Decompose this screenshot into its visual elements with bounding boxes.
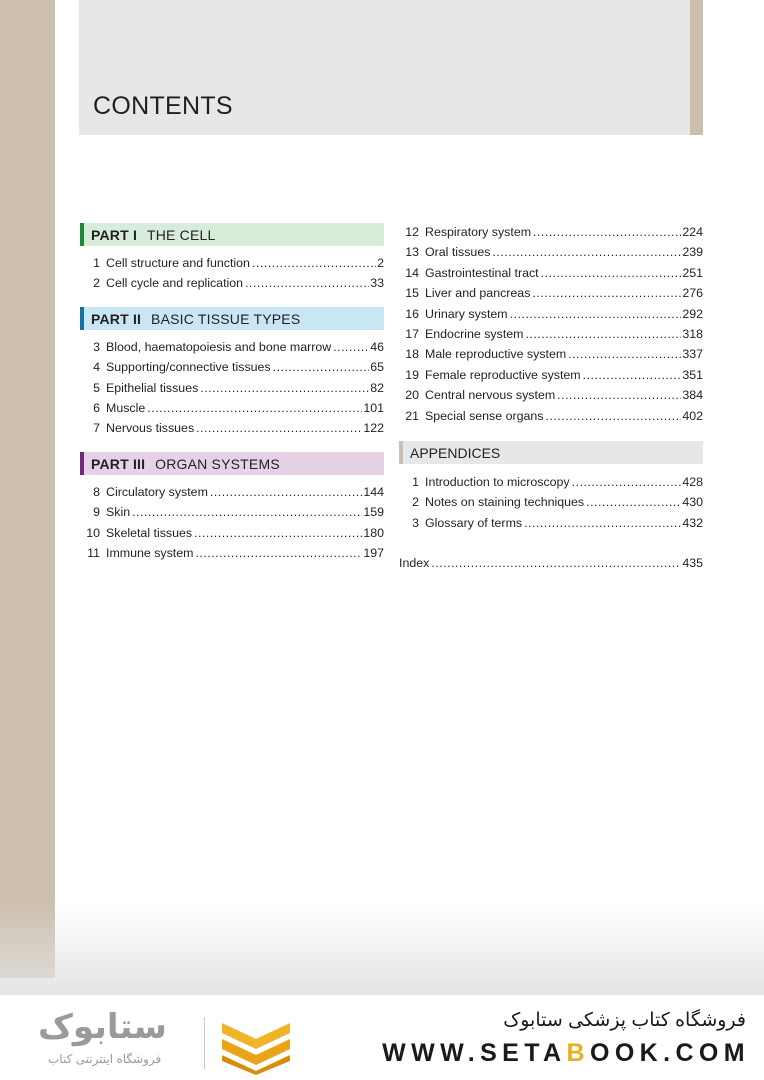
dot-leader bbox=[541, 266, 682, 280]
chapter-number: 8 bbox=[93, 484, 100, 499]
appendix-title: Glossary of terms bbox=[425, 515, 523, 530]
chapter-title: Female reproductive system bbox=[425, 367, 581, 382]
page-number: 432 bbox=[682, 515, 703, 530]
chapter-title: Circulatory system bbox=[106, 484, 208, 499]
toc-entry[interactable] bbox=[80, 526, 384, 546]
page-number: 292 bbox=[682, 306, 703, 321]
chapter-number: 12 bbox=[405, 225, 419, 239]
appendix-number: 1 bbox=[412, 474, 419, 489]
chapter-title: Oral tissues bbox=[425, 245, 491, 260]
dot-leader bbox=[583, 368, 682, 382]
toc-entry[interactable] bbox=[80, 256, 384, 276]
toc-entry[interactable] bbox=[80, 505, 384, 525]
dot-leader bbox=[533, 225, 681, 239]
toc-entry[interactable] bbox=[399, 409, 703, 429]
url-part: OOK.COM bbox=[589, 1039, 750, 1067]
appendix-number: 3 bbox=[412, 515, 419, 530]
dot-leader bbox=[245, 276, 369, 290]
part-header-basic-tissue-types bbox=[80, 307, 384, 330]
page-number: 2 bbox=[377, 256, 384, 270]
index-entry[interactable] bbox=[399, 556, 703, 576]
toc-right-column bbox=[399, 225, 703, 576]
chapter-number: 5 bbox=[93, 380, 100, 395]
appendix-entry[interactable] bbox=[399, 475, 703, 495]
chapter-title: Special sense organs bbox=[425, 408, 544, 423]
part-accent-bar bbox=[80, 452, 84, 475]
dot-leader bbox=[273, 360, 370, 374]
chapter-title: Respiratory system bbox=[425, 225, 532, 239]
page-number: 144 bbox=[363, 484, 384, 499]
chapter-title: Gastrointestinal tract bbox=[425, 265, 539, 280]
page-number: 435 bbox=[682, 556, 703, 571]
page-number: 318 bbox=[682, 326, 703, 341]
appendix-number: 2 bbox=[412, 495, 419, 510]
dot-leader bbox=[525, 327, 681, 341]
appendix-title: Introduction to microscopy bbox=[425, 474, 570, 489]
appendices-accent-bar bbox=[399, 441, 403, 464]
dot-leader bbox=[545, 409, 681, 423]
toc-entry[interactable] bbox=[399, 266, 703, 286]
appendix-entry[interactable] bbox=[399, 516, 703, 536]
page-number: 101 bbox=[363, 400, 384, 415]
page-number: 46 bbox=[370, 339, 384, 354]
page-number: 180 bbox=[363, 525, 384, 540]
store-logo-subtitle: فروشگاه اینترنتی کتاب bbox=[48, 1052, 162, 1066]
part-title: THE CELL bbox=[146, 227, 216, 243]
chapter-number: 15 bbox=[405, 286, 419, 301]
chapter-title: Cell cycle and replication bbox=[106, 276, 244, 291]
chapter-number: 6 bbox=[93, 400, 100, 415]
chapter-number: 18 bbox=[405, 347, 419, 362]
dot-leader bbox=[524, 516, 681, 530]
chapter-title: Skin bbox=[106, 505, 131, 520]
page-title: CONTENTS bbox=[93, 92, 233, 120]
part-header-cell bbox=[80, 223, 384, 246]
dot-leader bbox=[195, 546, 362, 560]
chapter-number: 3 bbox=[93, 339, 100, 354]
part-accent-bar bbox=[80, 223, 84, 246]
part-number: PART III bbox=[91, 455, 146, 472]
chapter-title: Central nervous system bbox=[425, 388, 556, 403]
part-title: BASIC TISSUE TYPES bbox=[151, 310, 301, 327]
chapter-list bbox=[80, 340, 384, 442]
chapter-list bbox=[80, 485, 384, 567]
appendix-entry[interactable] bbox=[399, 495, 703, 515]
chapter-number: 17 bbox=[405, 326, 419, 341]
chapter-number: 7 bbox=[93, 421, 100, 436]
chapter-title: Skeletal tissues bbox=[106, 525, 193, 540]
part-number: PART I bbox=[91, 227, 138, 243]
appendices-header bbox=[399, 441, 703, 464]
chapter-number: 13 bbox=[405, 245, 419, 260]
dot-leader bbox=[532, 286, 681, 300]
page-number: 159 bbox=[363, 505, 384, 520]
index-list bbox=[399, 556, 703, 576]
part-number: PART II bbox=[91, 310, 142, 327]
chapter-list bbox=[399, 225, 703, 429]
dot-leader bbox=[333, 340, 369, 354]
dot-leader bbox=[586, 495, 681, 509]
toc-entry[interactable] bbox=[399, 327, 703, 347]
url-part: WWW.SETA bbox=[382, 1039, 567, 1067]
dot-leader bbox=[557, 388, 681, 402]
store-name: فروشگاه کتاب پزشکی ستابوک bbox=[503, 1010, 746, 1031]
dot-leader bbox=[210, 485, 362, 499]
chapter-number: 9 bbox=[93, 505, 100, 520]
part-header-organ-systems bbox=[80, 452, 384, 475]
dot-leader bbox=[431, 556, 681, 570]
chapter-title: Supporting/connective tissues bbox=[106, 360, 271, 375]
part-title: ORGAN SYSTEMS bbox=[155, 455, 280, 472]
chapter-number: 16 bbox=[405, 306, 419, 321]
page-number: 122 bbox=[363, 421, 384, 436]
appendices-title: APPENDICES bbox=[410, 444, 501, 461]
chapter-title: Muscle bbox=[106, 400, 146, 415]
chapter-number: 1 bbox=[93, 256, 100, 270]
book-stack-icon bbox=[218, 1017, 294, 1075]
chapter-number: 14 bbox=[405, 265, 419, 280]
header-accent-strip bbox=[690, 0, 703, 135]
chapter-list bbox=[80, 256, 384, 297]
store-logo: ستابوک bbox=[38, 1008, 167, 1046]
chapter-number: 21 bbox=[405, 408, 419, 423]
chapter-title: Cell structure and function bbox=[106, 256, 250, 270]
toc-entry[interactable] bbox=[80, 360, 384, 380]
chapter-number: 4 bbox=[93, 360, 100, 375]
dot-leader bbox=[200, 381, 369, 395]
toc-entry[interactable] bbox=[399, 388, 703, 408]
chapter-number: 2 bbox=[93, 276, 100, 291]
footer-banner bbox=[0, 995, 764, 1080]
dot-leader bbox=[132, 505, 362, 519]
page-number: 402 bbox=[682, 408, 703, 423]
chapter-title: Urinary system bbox=[425, 306, 508, 321]
chapter-title: Immune system bbox=[106, 545, 194, 560]
appendix-list bbox=[399, 475, 703, 536]
toc-entry[interactable] bbox=[399, 225, 703, 245]
page-number: 82 bbox=[370, 380, 384, 395]
toc-entry[interactable] bbox=[80, 421, 384, 441]
dot-leader bbox=[568, 347, 681, 361]
toc-entry[interactable] bbox=[399, 286, 703, 306]
page-number: 65 bbox=[370, 360, 384, 375]
page-number: 33 bbox=[370, 276, 384, 291]
store-url[interactable] bbox=[382, 1039, 750, 1068]
dot-leader bbox=[147, 401, 362, 415]
chapter-title: Endocrine system bbox=[425, 326, 524, 341]
chapter-title: Blood, haematopoiesis and bone marrow bbox=[106, 339, 332, 354]
dot-leader bbox=[572, 475, 682, 489]
toc-entry[interactable] bbox=[399, 245, 703, 265]
page-number: 384 bbox=[682, 388, 703, 403]
toc-entry[interactable] bbox=[399, 347, 703, 367]
chapter-number: 20 bbox=[405, 388, 419, 403]
page-number: 197 bbox=[363, 545, 384, 560]
chapter-title: Liver and pancreas bbox=[425, 286, 531, 301]
chapter-title: Nervous tissues bbox=[106, 421, 195, 436]
chapter-title: Male reproductive system bbox=[425, 347, 567, 362]
chapter-number: 19 bbox=[405, 367, 419, 382]
dot-leader bbox=[196, 421, 362, 435]
dot-leader bbox=[194, 526, 362, 540]
page-number: 337 bbox=[682, 347, 703, 362]
toc-entry[interactable] bbox=[399, 368, 703, 388]
dot-leader bbox=[492, 245, 681, 259]
chapter-number: 11 bbox=[87, 545, 100, 560]
toc-entry[interactable] bbox=[80, 340, 384, 360]
toc-entry[interactable] bbox=[80, 485, 384, 505]
toc-left-column bbox=[80, 223, 384, 566]
page-number: 224 bbox=[682, 225, 703, 239]
url-highlight: B bbox=[566, 1039, 590, 1067]
page-number: 276 bbox=[682, 286, 703, 301]
footer-divider bbox=[204, 1017, 205, 1069]
dot-leader bbox=[252, 256, 376, 270]
page-number: 430 bbox=[682, 495, 703, 510]
toc-entry[interactable] bbox=[399, 307, 703, 327]
part-accent-bar bbox=[80, 307, 84, 330]
chapter-title: Epithelial tissues bbox=[106, 380, 199, 395]
toc-entry[interactable] bbox=[80, 276, 384, 296]
dot-leader bbox=[510, 307, 682, 321]
page-number: 351 bbox=[682, 367, 703, 382]
toc-entry[interactable] bbox=[80, 546, 384, 566]
page-number: 251 bbox=[682, 265, 703, 280]
page-number: 239 bbox=[682, 245, 703, 260]
toc-entry[interactable] bbox=[80, 381, 384, 401]
page-bottom-shadow bbox=[0, 900, 764, 995]
toc-entry[interactable] bbox=[80, 401, 384, 421]
left-margin-bar bbox=[0, 0, 55, 978]
page-number: 428 bbox=[682, 474, 703, 489]
index-title: Index bbox=[399, 556, 430, 571]
chapter-number: 10 bbox=[86, 525, 100, 540]
appendix-title: Notes on staining techniques bbox=[425, 495, 585, 510]
